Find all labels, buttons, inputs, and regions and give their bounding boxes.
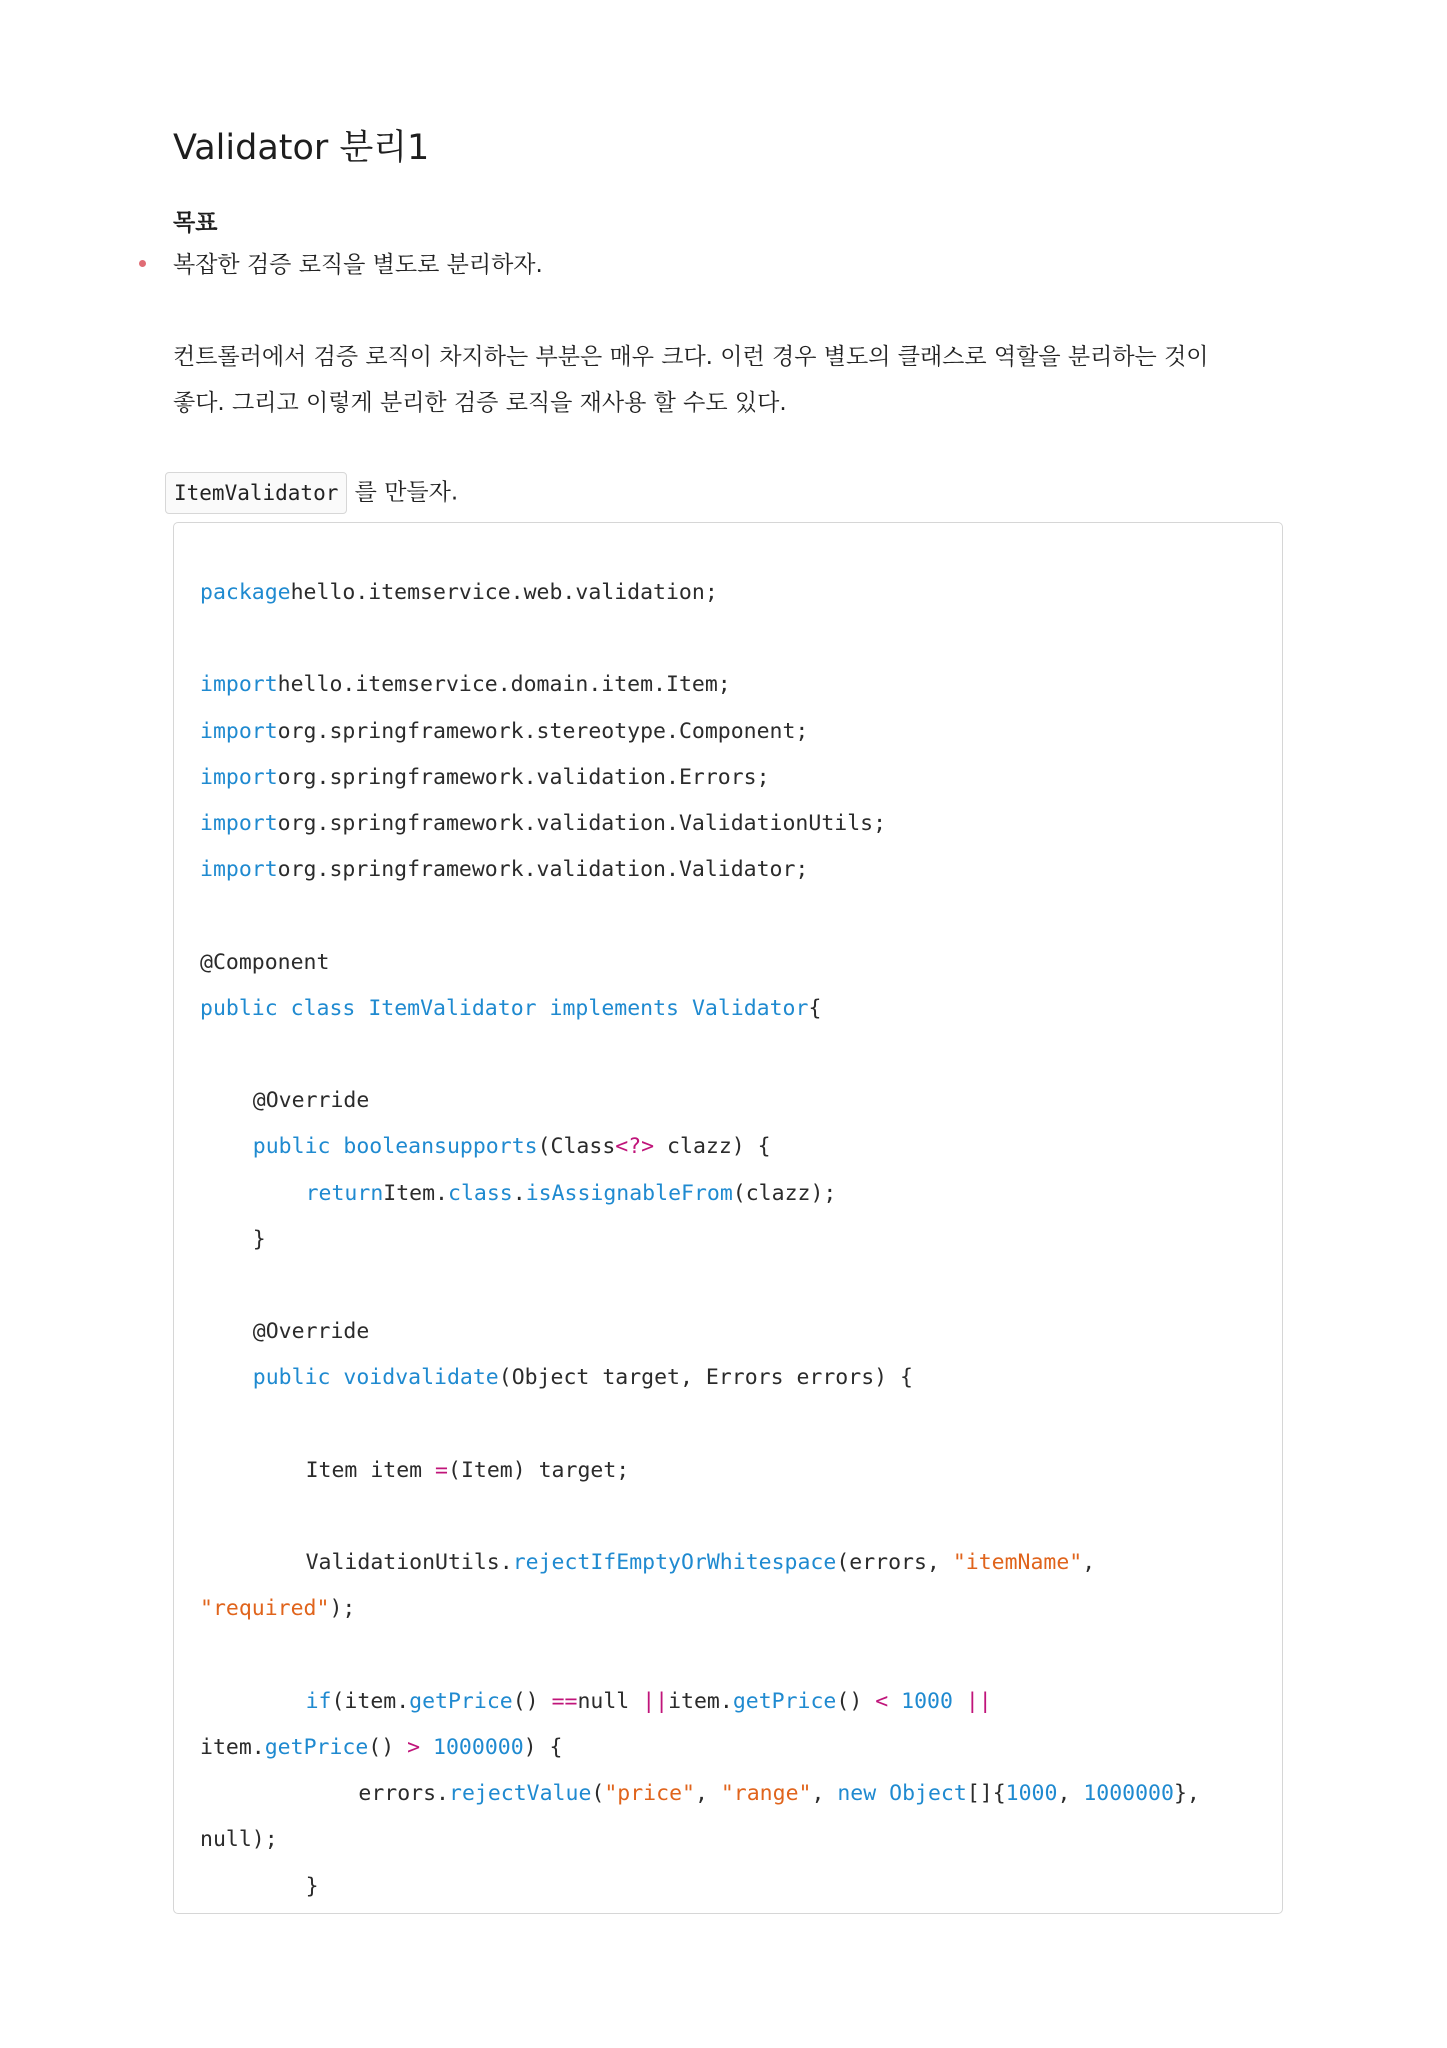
code-line [253,1086,370,1116]
code-token: < [875,1688,889,1714]
code-line [306,1548,1096,1578]
code-token: isAssignableFrom [525,1180,733,1206]
code-token: , [1057,1781,1084,1807]
code-line [200,1825,278,1855]
code-token: "price" [604,1781,695,1807]
code-token: } [305,1873,319,1899]
code-token: "required" [200,1596,330,1622]
code-token: (Item) target; [448,1457,630,1483]
code-line [306,1872,319,1902]
code-token: public [252,1134,331,1160]
goal-heading: 목표 [173,210,218,236]
code-token: return [305,1180,384,1206]
code-token: || [965,1688,992,1714]
code-token: null [577,1688,643,1714]
code-token: 1000000 [433,1735,524,1760]
code-token: void [343,1365,396,1391]
code-token: { [808,995,822,1021]
goal-bullet-text: 복잡한 검증 로직을 별도로 분리하자. [173,252,543,278]
code-line [306,1456,630,1486]
code-token: public [252,1365,331,1391]
code-line [200,809,886,839]
code-token: supports [434,1134,538,1160]
code-token: ); [329,1596,356,1622]
code-token: @Override [252,1088,370,1114]
code-token: }, [1173,1781,1200,1807]
code-line [253,1317,370,1347]
code-token: (errors, [836,1550,953,1576]
code-token: import [200,672,278,698]
code-line [306,1179,837,1209]
code-token: clazz) { [654,1134,771,1160]
code-line [253,1225,266,1255]
code-token: 1000 [1005,1781,1058,1807]
code-token: "range" [720,1781,812,1807]
code-line [253,1363,913,1393]
code-token: validate [395,1365,499,1391]
code-token: Validator [691,995,809,1021]
code-line [200,1733,563,1763]
code-token: org.springframework.validation.Errors; [277,764,770,790]
code-token: hello.itemservice.web.validation; [290,580,718,605]
code-token: 1000000 [1083,1781,1174,1807]
code-token: new [837,1781,877,1807]
code-token: Item. [383,1180,448,1206]
goal-bullet-item [173,246,543,279]
code-token: import [200,857,278,883]
code-token: || [642,1688,669,1714]
code-token: @Override [252,1319,370,1345]
code-token: (item. [331,1688,410,1714]
code-token: (Class [537,1134,616,1160]
code-token: (Object target, Errors errors) { [498,1365,913,1391]
code-token: ) { [523,1735,563,1760]
code-token: org.springframework.validation.ValidationUtils; [277,811,887,836]
code-token: > [407,1735,421,1760]
inline-code-classname: ItemValidator [165,472,347,514]
code-token: item. [668,1688,733,1714]
code-token: org.springframework.validation.Validator; [277,857,809,883]
code-token: getPrice [264,1735,369,1760]
code-line [200,948,329,978]
code-token: import [200,718,278,744]
code-token: Item item [305,1457,436,1483]
code-token: @Component [200,949,330,975]
code-token: (clazz); [732,1180,837,1206]
code-token: rejectIfEmptyOrWhitespace [512,1550,837,1576]
code-token: ( [591,1781,605,1807]
code-token: getPrice [409,1688,513,1714]
code-token: 1000 [901,1688,953,1714]
code-token: () [836,1688,876,1714]
code-token: ItemValidator [368,995,537,1021]
paragraph-line-2: 좋다. 그리고 이렇게 분리한 검증 로직을 재사용 할 수도 있다. [173,390,787,416]
code-line [200,1594,355,1624]
code-token: null); [200,1827,278,1853]
code-token: errors. [358,1781,449,1807]
code-line [358,1779,1199,1809]
code-line [253,1132,771,1162]
paragraph-line-1: 컨트롤러에서 검증 로직이 차지하는 부분은 매우 크다. 이런 경우 별도의 클래스로 역할을 분리하는 것이 [173,344,1209,370]
code-token: ValidationUtils. [305,1550,513,1576]
code-token: , [811,1781,838,1807]
code-token: class [290,995,356,1021]
code-token: , [1082,1550,1096,1576]
code-block [173,522,1283,1914]
code-token: . [512,1180,526,1206]
code-line [200,994,821,1024]
code-token: rejectValue [449,1781,592,1807]
code-token: boolean [343,1134,435,1160]
code-token: <?> [615,1134,655,1160]
code-token: = [435,1457,448,1483]
intro-text: 를 만들자. [347,479,459,506]
code-token: public [200,995,278,1021]
page-title: Validator 분리1 [173,128,430,168]
code-line [200,763,770,793]
intro-line [165,472,458,514]
bullet-dot-icon [139,260,146,267]
code-token: getPrice [732,1688,837,1714]
code-token: if [305,1688,332,1714]
code-line [200,578,718,608]
code-token: org.springframework.stereotype.Component; [277,718,809,744]
code-line [200,670,731,700]
code-line [200,717,808,747]
code-token: item. [200,1735,265,1760]
code-token: == [551,1688,578,1714]
code-token: []{ [966,1781,1006,1807]
code-token: import [200,764,278,790]
code-token: , [694,1781,721,1807]
code-token: hello.itemservice.domain.item.Item; [277,672,731,698]
code-token: class [448,1180,513,1206]
code-token: () [368,1735,408,1760]
code-token: () [512,1688,552,1714]
code-token: implements [549,995,679,1021]
code-token: package [200,580,291,605]
code-line [200,855,808,885]
code-token: } [252,1226,266,1252]
code-token: "itemName" [952,1550,1083,1576]
code-line [306,1687,992,1717]
code-token: Object [889,1781,967,1807]
code-token: import [200,811,278,836]
